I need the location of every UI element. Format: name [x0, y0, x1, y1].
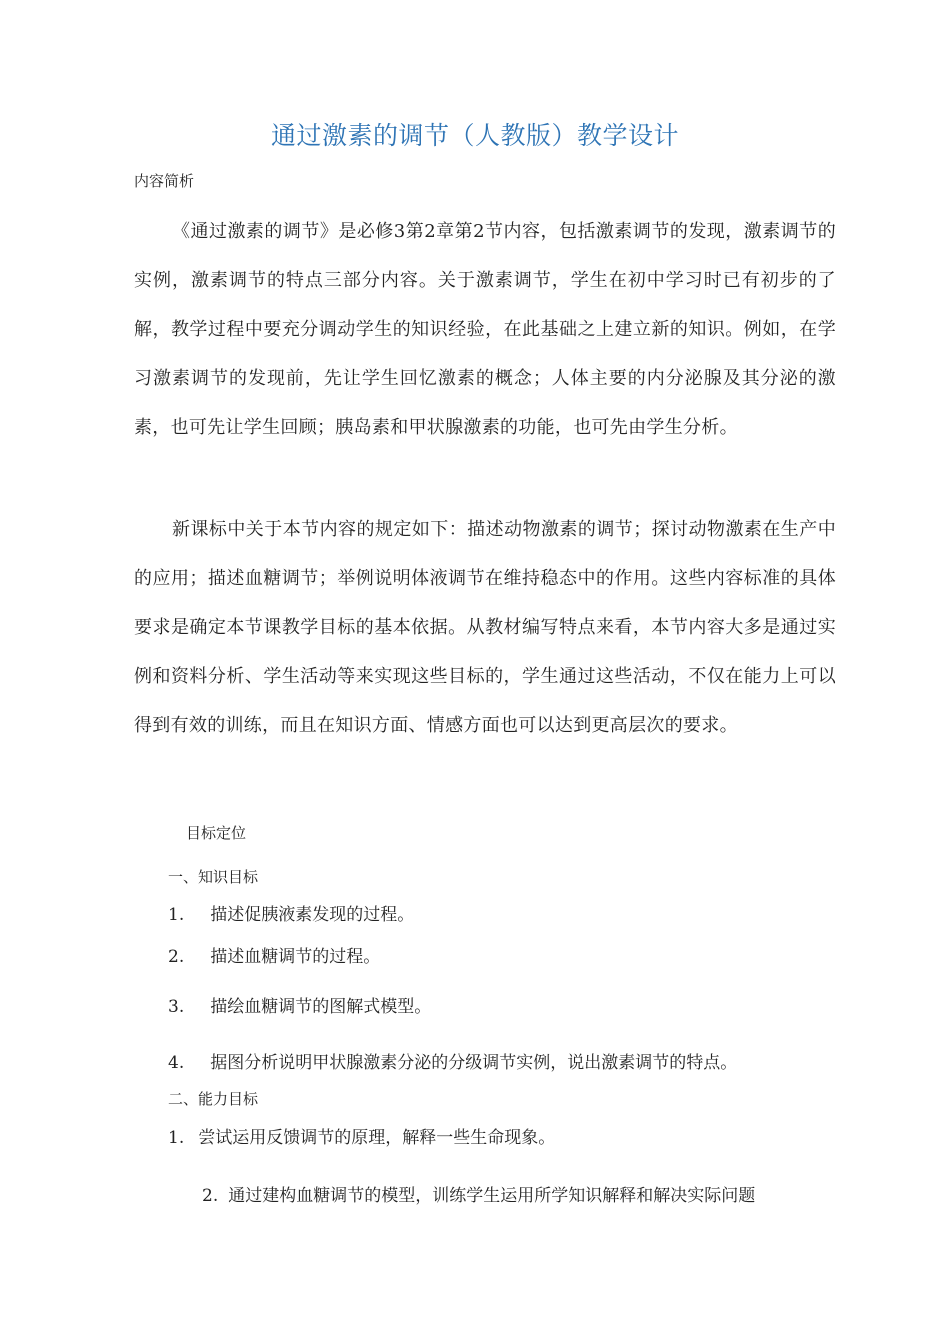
list-item-number: 4. — [168, 1053, 185, 1073]
list-item — [202, 1181, 755, 1206]
list-item-text: 尝试运用反馈调节的原理，解释一些生命现象。 — [198, 1128, 556, 1148]
list-item-text: 描述促胰液素发现的过程。 — [210, 905, 415, 925]
list-item — [168, 1048, 737, 1073]
ability-heading: 二、能力目标 — [168, 1090, 259, 1108]
list-item — [168, 992, 431, 1017]
list-item-text: 通过建构血糖调节的模型，训练学生运用所学知识解释和解决实际问题 — [228, 1186, 756, 1206]
list-item-text: 描绘血糖调节的图解式模型。 — [210, 997, 432, 1017]
list-item-number: 2. — [168, 947, 185, 967]
list-item-number: 1. — [168, 905, 185, 925]
list-item — [168, 942, 380, 967]
list-item-number: 3. — [168, 997, 185, 1017]
list-item-number: 1. — [168, 1128, 185, 1148]
list-item-text: 描述血糖调节的过程。 — [210, 947, 381, 967]
content-heading: 内容简析 — [134, 172, 195, 190]
knowledge-heading: 一、知识目标 — [168, 868, 259, 886]
list-item-number: 2. — [202, 1186, 219, 1206]
list-item — [168, 1123, 555, 1148]
list-item — [168, 900, 414, 925]
paragraph-2: 新课标中关于本节内容的规定如下：描述动物激素的调节；探讨动物激素在生产中的应用；描述血糖调节；举例说明体液调节在维持稳态中的作用。这些内容标准的具体要求是确定本节课教学目标的基本依据。从教材编写特点来看，本节内容大多是通过实例和资料分析、学生活动等来实现这些目标的，学生通过这些活动，不仅在能力上可以得到有效的训练，而且在知识方面、情感方面也可以达到更高层次的要求。 — [134, 519, 836, 736]
paragraph-1: 《通过激素的调节》是必修3第2章第2节内容，包括激素调节的发现，激素调节的实例，激素调节的特点三部分内容。关于激素调节，学生在初中学习时已有初步的了解，教学过程中要充分调动学生的知识经验，在此基础之上建立新的知识。例如，在学习激素调节的发现前，先让学生回忆激素的概念；人体主要的内分泌腺及其分泌的激素，也可先让学生回顾；胰岛素和甲状腺激素的功能，也可先由学生分析。 — [134, 221, 836, 438]
document-title: 通过激素的调节（人教版）教学设计 — [270, 121, 679, 150]
list-item-text: 据图分析说明甲状腺激素分泌的分级调节实例，说出激素调节的特点。 — [210, 1053, 738, 1073]
goal-heading: 目标定位 — [186, 824, 247, 842]
